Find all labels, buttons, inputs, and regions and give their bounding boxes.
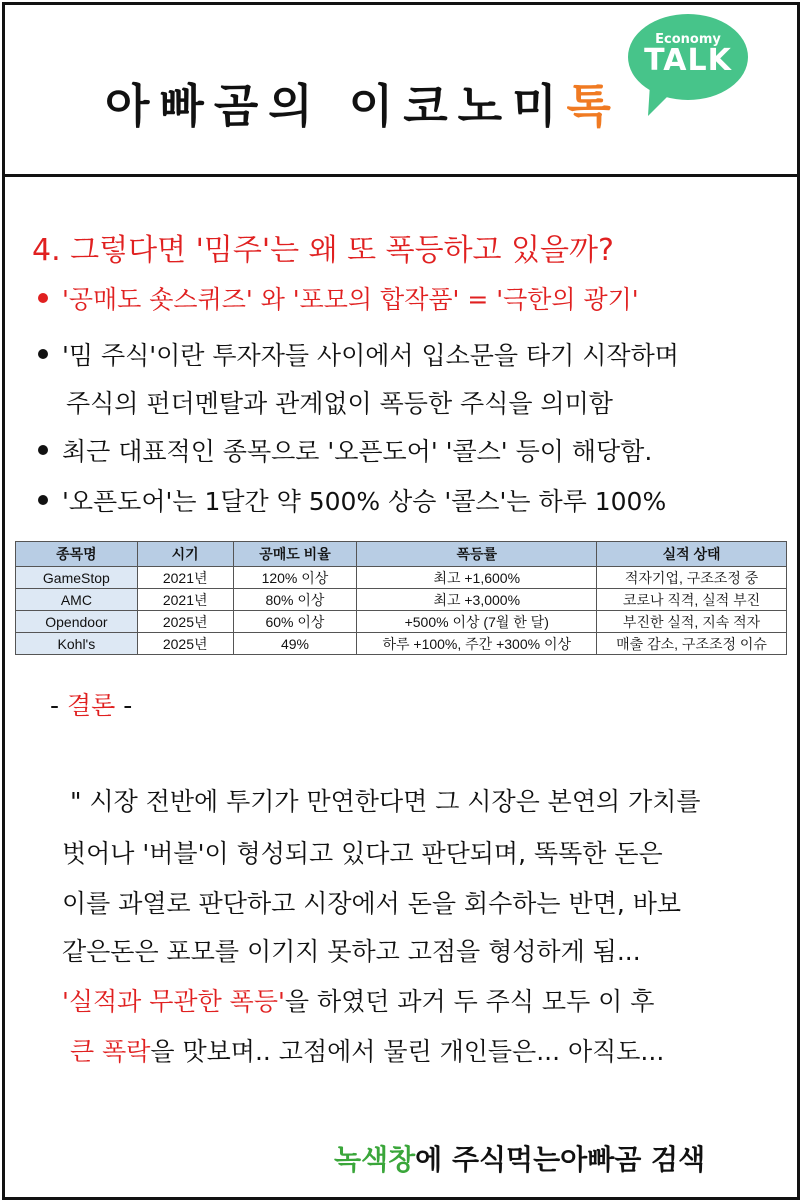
bullet-item: '공매도 숏스퀴즈' 와 '포모의 합작품' = '극한의 광기' — [38, 280, 639, 316]
table-header-cell: 폭등률 — [357, 542, 597, 567]
title-accent: 톡 — [566, 79, 621, 133]
table-cell: 2021년 — [137, 567, 233, 589]
conclusion-line: 같은돈은 포모를 이기지 못하고 고점을 형성하게 됨... — [62, 937, 641, 966]
table-cell: 49% — [233, 633, 357, 655]
table-header-cell: 시기 — [137, 542, 233, 567]
table-row — [16, 589, 787, 611]
section-heading: 4. 그렇다면 '밈주'는 왜 또 폭등하고 있을까? — [32, 233, 614, 268]
table-row — [16, 633, 787, 655]
bullet-item: '오픈도어'는 1달간 약 500% 상승 '콜스'는 하루 100% — [38, 482, 666, 518]
conclusion-line: 큰 폭락을 맛보며.. 고점에서 물린 개인들은... 아직도... — [70, 1037, 665, 1066]
table-cell: 매출 감소, 구조조정 이슈 — [597, 633, 787, 655]
bullet-item: 최근 대표적인 종목으로 '오픈도어' '콜스' 등이 해당함. — [38, 432, 652, 468]
conclusion-line: 이를 과열로 판단하고 시장에서 돈을 회수하는 반면, 바보 — [62, 889, 682, 918]
table-row — [16, 611, 787, 633]
table-header-cell: 종목명 — [16, 542, 138, 567]
table-cell: 최고 +3,000% — [357, 589, 597, 611]
conclusion-line: " 시장 전반에 투기가 만연한다면 그 시장은 본연의 가치를 — [70, 787, 701, 816]
table-cell: Opendoor — [16, 611, 138, 633]
title-main: 아빠곰의 이코노미 — [105, 79, 567, 133]
bullet-dot-icon — [38, 445, 48, 455]
table-cell: +500% 이상 (7월 한 달) — [357, 611, 597, 633]
bullet-dot-icon — [38, 349, 48, 359]
table-cell: AMC — [16, 589, 138, 611]
bullet-item: '밈 주식'이란 투자자들 사이에서 입소문을 타기 시작하며 — [38, 336, 679, 372]
table-cell: 코로나 직격, 실적 부진 — [597, 589, 787, 611]
table-cell: 120% 이상 — [233, 567, 357, 589]
quote-mark: " — [70, 787, 82, 816]
speech-bubble-icon — [628, 14, 748, 100]
table-cell: 80% 이상 — [233, 589, 357, 611]
table-row — [16, 567, 787, 589]
table-cell: 최고 +1,600% — [357, 567, 597, 589]
bullet-continuation: 주식의 펀더멘탈과 관계없이 폭등한 주식을 의미함 — [66, 389, 613, 418]
table-cell: GameStop — [16, 567, 138, 589]
table-cell: 적자기업, 구조조정 중 — [597, 567, 787, 589]
badge-small-text: Economy — [655, 32, 721, 47]
footer-search-hint: 녹색창에 주식먹는아빠곰 검색 — [334, 1143, 706, 1176]
conclusion-line: 벗어나 '버블'이 형성되고 있다고 판단되며, 똑똑한 돈은 — [62, 839, 663, 868]
table-header-row — [16, 542, 787, 567]
table-cell: 부진한 실적, 지속 적자 — [597, 611, 787, 633]
header-title — [105, 70, 621, 136]
conclusion-label: - 결론 - — [50, 691, 133, 720]
table-header-cell: 공매도 비율 — [233, 542, 357, 567]
header-divider — [2, 174, 797, 177]
table-header-cell: 실적 상태 — [597, 542, 787, 567]
table-cell: 2025년 — [137, 633, 233, 655]
table-cell: 2021년 — [137, 589, 233, 611]
conclusion-line: '실적과 무관한 폭등'을 하였던 과거 두 주식 모두 이 후 — [62, 987, 655, 1016]
bullet-dot-icon — [38, 293, 48, 303]
meme-stock-table — [15, 541, 787, 655]
table-cell: 60% 이상 — [233, 611, 357, 633]
economy-talk-badge — [628, 14, 748, 118]
badge-big-text: TALK — [644, 43, 732, 78]
table-cell: Kohl's — [16, 633, 138, 655]
table-cell: 하루 +100%, 주간 +300% 이상 — [357, 633, 597, 655]
table-cell: 2025년 — [137, 611, 233, 633]
bullet-dot-icon — [38, 495, 48, 505]
